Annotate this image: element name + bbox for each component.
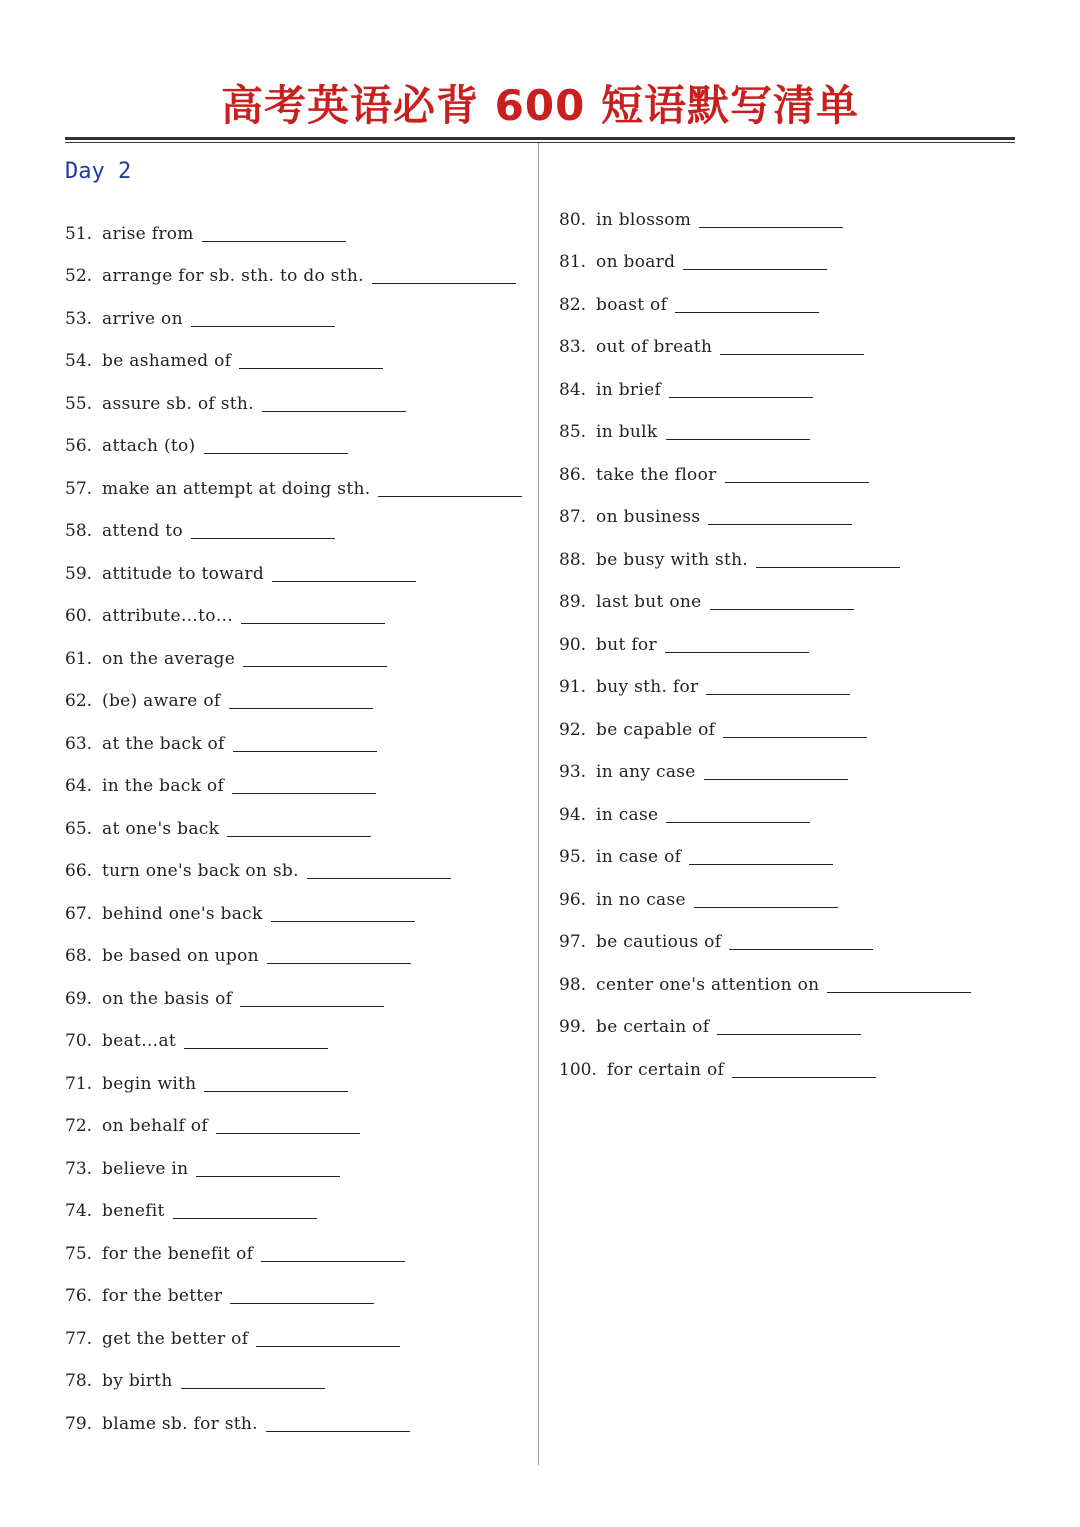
phrase-text: in bulk: [596, 422, 658, 442]
phrase-number: 97.: [559, 932, 587, 952]
answer-blank[interactable]: [729, 948, 873, 950]
phrase-text: at one's back: [102, 818, 220, 839]
answer-blank[interactable]: [725, 481, 869, 483]
phrase-number: 92.: [559, 719, 587, 740]
phrase-item: [65, 1269, 535, 1312]
phrase-number: 64.: [65, 776, 93, 796]
phrase-number: 86.: [559, 464, 587, 485]
answer-blank[interactable]: [261, 1260, 405, 1262]
phrase-item: [559, 830, 1029, 873]
phrase-item: [65, 674, 535, 717]
phrase-text: behind one's back: [102, 903, 263, 924]
phrase-number: 63.: [65, 733, 93, 754]
phrase-item: [65, 334, 535, 377]
phrase-number: 68.: [65, 946, 93, 966]
phrase-item: [559, 787, 1029, 830]
phrase-item: [559, 362, 1029, 405]
phrase-number: 61.: [65, 648, 93, 669]
phrase-text: turn one's back on sb.: [102, 861, 299, 881]
phrase-number: 83.: [559, 337, 587, 357]
phrase-text: in no case: [596, 889, 686, 910]
phrase-text: for the benefit of: [102, 1243, 254, 1264]
phrase-item: [559, 532, 1029, 575]
phrase-item: [559, 617, 1029, 660]
phrase-item: [65, 844, 535, 887]
answer-blank[interactable]: [230, 1302, 374, 1304]
phrase-number: 75.: [65, 1243, 93, 1264]
phrase-text: for certain of: [606, 1059, 725, 1080]
phrase-number: 100.: [559, 1059, 597, 1080]
phrase-item: [65, 419, 535, 462]
phrase-text: be ashamed of: [102, 351, 232, 371]
answer-blank[interactable]: [708, 523, 852, 525]
phrase-item: [65, 249, 535, 292]
answer-blank[interactable]: [240, 1005, 384, 1007]
answer-blank[interactable]: [204, 1090, 348, 1092]
phrase-number: 71.: [65, 1073, 93, 1094]
phrase-number: 90.: [559, 634, 587, 655]
phrase-text: on the average: [102, 648, 236, 669]
column-divider: [538, 143, 539, 1465]
answer-blank[interactable]: [233, 750, 377, 752]
phrase-text: boast of: [596, 294, 668, 315]
phrase-text: buy sth. for: [596, 677, 699, 697]
phrase-number: 89.: [559, 592, 587, 612]
phrase-item: [65, 504, 535, 547]
phrase-number: 94.: [559, 804, 587, 825]
phrase-item: [65, 1056, 535, 1099]
phrase-text: at the back of: [102, 733, 225, 754]
phrase-item: [65, 1014, 535, 1057]
title-rule-thin: [65, 142, 1015, 143]
phrase-number: 98.: [559, 974, 587, 995]
page-title: 高考英语必背 600 短语默写清单: [221, 81, 859, 130]
phrase-item: [65, 929, 535, 972]
phrase-item: [65, 1311, 535, 1354]
phrase-item: [559, 745, 1029, 788]
phrase-item: [65, 589, 535, 632]
answer-blank[interactable]: [262, 410, 406, 412]
answer-blank[interactable]: [181, 1387, 325, 1389]
phrase-text: by birth: [102, 1371, 173, 1391]
phrase-text: in any case: [596, 762, 696, 782]
answer-blank[interactable]: [675, 311, 819, 313]
phrase-item: [65, 1354, 535, 1397]
answer-blank[interactable]: [694, 906, 838, 908]
phrase-item: [65, 759, 535, 802]
answer-blank[interactable]: [232, 792, 376, 794]
phrase-text: make an attempt at doing sth.: [102, 478, 371, 499]
phrase-text: on behalf of: [102, 1116, 208, 1136]
answer-blank[interactable]: [216, 1132, 360, 1134]
phrase-item: [559, 702, 1029, 745]
answer-blank[interactable]: [710, 608, 854, 610]
phrase-item: [65, 971, 535, 1014]
answer-blank[interactable]: [706, 693, 850, 695]
phrase-text: in case: [596, 804, 659, 825]
answer-blank[interactable]: [732, 1076, 876, 1078]
answer-blank[interactable]: [196, 1175, 340, 1177]
phrase-text: center one's attention on: [596, 974, 820, 995]
answer-blank[interactable]: [271, 920, 415, 922]
phrase-text: attribute…to…: [102, 606, 234, 626]
phrase-text: attach (to): [102, 436, 196, 456]
phrase-text: beat…at: [102, 1031, 177, 1051]
phrase-item: [559, 192, 1029, 235]
answer-blank[interactable]: [241, 622, 385, 624]
phrase-text: for the better: [102, 1286, 223, 1306]
phrase-item: [65, 1226, 535, 1269]
phrase-number: 78.: [65, 1371, 93, 1391]
phrase-text: arise from: [102, 223, 194, 244]
phrase-item: [65, 546, 535, 589]
answer-blank[interactable]: [267, 962, 411, 964]
phrase-number: 95.: [559, 847, 587, 867]
phrase-text: but for: [596, 634, 657, 655]
left-column-list: [65, 206, 535, 1439]
phrase-text: get the better of: [102, 1328, 249, 1349]
phrase-text: benefit: [102, 1201, 165, 1221]
phrase-number: 67.: [65, 903, 93, 924]
answer-blank[interactable]: [229, 707, 373, 709]
phrase-text: in blossom: [596, 209, 692, 230]
answer-blank[interactable]: [204, 452, 348, 454]
phrase-item: [65, 1184, 535, 1227]
answer-blank[interactable]: [689, 863, 833, 865]
phrase-number: 53.: [65, 308, 93, 329]
phrase-number: 62.: [65, 691, 93, 711]
phrase-number: 70.: [65, 1031, 93, 1051]
phrase-item: [559, 405, 1029, 448]
phrase-text: on board: [596, 252, 676, 272]
phrase-item: [65, 461, 535, 504]
phrase-text: attend to: [102, 521, 183, 541]
phrase-text: on the basis of: [102, 988, 233, 1009]
phrase-item: [65, 291, 535, 334]
phrase-number: 58.: [65, 521, 93, 541]
answer-blank[interactable]: [202, 240, 346, 242]
answer-blank[interactable]: [666, 821, 810, 823]
phrase-item: [559, 872, 1029, 915]
phrase-item: [559, 490, 1029, 533]
phrase-number: 84.: [559, 379, 587, 400]
phrase-text: attitude to toward: [102, 563, 265, 584]
phrase-number: 57.: [65, 478, 93, 499]
phrase-text: take the floor: [596, 464, 717, 485]
phrase-item: [65, 376, 535, 419]
answer-blank[interactable]: [239, 367, 383, 369]
answer-blank[interactable]: [378, 495, 522, 497]
phrase-text: believe in: [102, 1158, 189, 1179]
phrase-number: 76.: [65, 1286, 93, 1306]
answer-blank[interactable]: [184, 1047, 328, 1049]
answer-blank[interactable]: [243, 665, 387, 667]
phrase-number: 65.: [65, 818, 93, 839]
phrase-number: 88.: [559, 549, 587, 570]
phrase-number: 79.: [65, 1413, 93, 1434]
answer-blank[interactable]: [227, 835, 371, 837]
answer-blank[interactable]: [683, 268, 827, 270]
phrase-item: [65, 886, 535, 929]
answer-blank[interactable]: [665, 651, 809, 653]
phrase-item: [559, 277, 1029, 320]
phrase-text: be based on upon: [102, 946, 259, 966]
phrase-item: [559, 660, 1029, 703]
phrase-item: [559, 1000, 1029, 1043]
phrase-text: be capable of: [596, 719, 716, 740]
phrase-item: [559, 1042, 1029, 1085]
phrase-text: last but one: [596, 592, 702, 612]
phrase-text: be certain of: [596, 1017, 710, 1037]
phrase-number: 52.: [65, 266, 93, 286]
answer-blank[interactable]: [173, 1217, 317, 1219]
phrase-number: 91.: [559, 677, 587, 697]
answer-blank[interactable]: [756, 566, 900, 568]
answer-blank[interactable]: [272, 580, 416, 582]
phrase-text: in brief: [596, 379, 662, 400]
phrase-text: out of breath: [596, 337, 713, 357]
phrase-number: 69.: [65, 988, 93, 1009]
answer-blank[interactable]: [704, 778, 848, 780]
phrase-item: [559, 575, 1029, 618]
phrase-item: [559, 957, 1029, 1000]
answer-blank[interactable]: [723, 736, 867, 738]
phrase-number: 81.: [559, 252, 587, 272]
phrase-number: 96.: [559, 889, 587, 910]
phrase-text: in the back of: [102, 776, 225, 796]
phrase-number: 77.: [65, 1328, 93, 1349]
phrase-number: 82.: [559, 294, 587, 315]
phrase-text: be cautious of: [596, 932, 722, 952]
phrase-number: 72.: [65, 1116, 93, 1136]
phrase-number: 51.: [65, 223, 93, 244]
phrase-number: 87.: [559, 507, 587, 527]
phrase-number: 99.: [559, 1017, 587, 1037]
phrase-item: [65, 1099, 535, 1142]
phrase-text: on business: [596, 507, 701, 527]
answer-blank[interactable]: [372, 282, 516, 284]
answer-blank[interactable]: [307, 877, 451, 879]
phrase-text: assure sb. of sth.: [102, 393, 254, 414]
answer-blank[interactable]: [256, 1345, 400, 1347]
phrase-number: 74.: [65, 1201, 93, 1221]
right-column-list: [559, 192, 1029, 1085]
phrase-number: 85.: [559, 422, 587, 442]
phrase-item: [65, 631, 535, 674]
phrase-item: [65, 801, 535, 844]
phrase-number: 93.: [559, 762, 587, 782]
phrase-text: arrive on: [102, 308, 183, 329]
answer-blank[interactable]: [666, 438, 810, 440]
phrase-number: 73.: [65, 1158, 93, 1179]
phrase-item: [65, 716, 535, 759]
phrase-item: [65, 1141, 535, 1184]
phrase-text: be busy with sth.: [596, 549, 749, 570]
phrase-number: 80.: [559, 209, 587, 230]
phrase-text: begin with: [102, 1073, 197, 1094]
phrase-number: 56.: [65, 436, 93, 456]
answer-blank[interactable]: [266, 1430, 410, 1432]
phrase-number: 55.: [65, 393, 93, 414]
phrase-text: (be) aware of: [102, 691, 221, 711]
answer-blank[interactable]: [717, 1033, 861, 1035]
phrase-text: blame sb. for sth.: [102, 1413, 258, 1434]
answer-blank[interactable]: [191, 325, 335, 327]
answer-blank[interactable]: [191, 537, 335, 539]
phrase-item: [559, 447, 1029, 490]
phrase-number: 54.: [65, 351, 93, 371]
phrase-text: arrange for sb. sth. to do sth.: [102, 266, 364, 286]
title-rule-thick: [65, 137, 1015, 140]
answer-blank[interactable]: [699, 226, 843, 228]
phrase-number: 66.: [65, 861, 93, 881]
phrase-text: in case of: [596, 847, 682, 867]
answer-blank[interactable]: [827, 991, 971, 993]
phrase-number: 60.: [65, 606, 93, 626]
phrase-item: [65, 206, 535, 249]
phrase-item: [65, 1396, 535, 1439]
day-label: Day 2: [65, 159, 132, 184]
phrase-item: [559, 915, 1029, 958]
phrase-item: [559, 320, 1029, 363]
answer-blank[interactable]: [669, 396, 813, 398]
answer-blank[interactable]: [720, 353, 864, 355]
phrase-item: [559, 235, 1029, 278]
phrase-number: 59.: [65, 563, 93, 584]
